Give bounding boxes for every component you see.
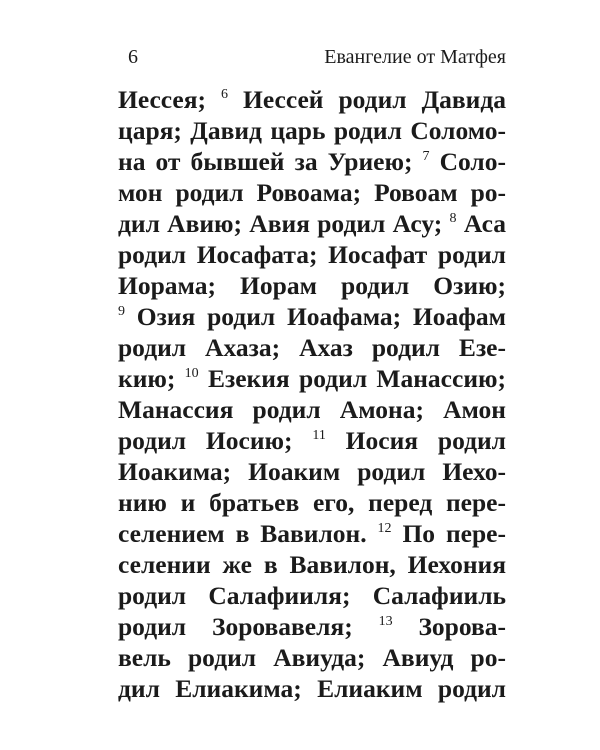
text-line <box>118 518 506 549</box>
running-header <box>122 46 506 76</box>
running-title: Евангелие от Матфея <box>324 46 506 68</box>
text-line <box>118 456 506 487</box>
verse-number: 11 <box>312 428 326 443</box>
line-text: родил Ахаза; Ахаз родил Езе- <box>118 333 506 362</box>
line-text: мон родил Ровоама; Ровоам ро- <box>118 178 506 207</box>
line-text: родил Зоровавеля; <box>118 612 379 641</box>
text-line <box>118 580 506 611</box>
line-text: родил Иосафата; Иосафат родил <box>118 240 506 269</box>
line-text: кию; <box>118 364 185 393</box>
text-line <box>118 394 506 425</box>
page-number: 6 <box>128 46 138 68</box>
line-text: дил Авию; Авия родил Асу; <box>118 209 450 238</box>
line-text: Иосия родил <box>325 426 506 455</box>
line-text: Езекия родил Манассию; <box>198 364 506 393</box>
verse-number: 13 <box>378 614 393 629</box>
line-text: Манассия родил Амона; Амон <box>118 395 506 424</box>
line-text: селении же в Вавилон, Иехония <box>118 550 506 579</box>
line-text: нию и братьев его, перед пере- <box>118 488 506 517</box>
verse-number: 10 <box>184 366 199 381</box>
text-line <box>118 549 506 580</box>
text-line <box>118 270 506 301</box>
verse-number: 7 <box>422 149 430 164</box>
line-text: на от бывшей за Уриею; <box>118 147 423 176</box>
text-line <box>118 115 506 146</box>
line-text: родил Иосию; <box>118 426 313 455</box>
line-text: Озия родил Иоафама; Иоафам <box>125 302 506 331</box>
verse-number: 9 <box>118 304 125 319</box>
line-text: Зорова- <box>392 612 506 641</box>
page-body-text <box>118 84 506 704</box>
line-text: Иессея; <box>118 85 222 114</box>
text-line <box>118 611 506 642</box>
line-text: По пере- <box>391 519 506 548</box>
verse-number: 12 <box>377 521 392 536</box>
line-text: Иоакима; Иоаким родил Иехо- <box>118 457 506 486</box>
line-text: дил Елиакима; Елиаким родил <box>118 674 506 703</box>
text-line <box>118 363 506 394</box>
line-text: родил Салафииля; Салафииль <box>118 581 506 610</box>
line-text: царя; Давид царь родил Соломо- <box>118 116 506 145</box>
line-text: Иорама; Иорам родил Озию; <box>118 271 506 300</box>
text-line <box>118 301 506 332</box>
text-line <box>118 84 506 115</box>
text-line <box>118 487 506 518</box>
text-line <box>118 239 506 270</box>
line-text: Иессей родил Давида <box>228 85 506 114</box>
text-line <box>118 425 506 456</box>
verse-number: 8 <box>449 211 457 226</box>
line-text: Соло- <box>429 147 506 176</box>
text-line <box>118 177 506 208</box>
text-line <box>118 642 506 673</box>
line-text: Аса <box>456 209 506 238</box>
verse-number: 6 <box>221 87 229 102</box>
text-line <box>118 146 506 177</box>
text-line <box>118 673 506 704</box>
line-text: вель родил Авиуда; Авиуд ро- <box>118 643 506 672</box>
text-line <box>118 208 506 239</box>
line-text: селением в Вавилон. <box>118 519 378 548</box>
text-line <box>118 332 506 363</box>
